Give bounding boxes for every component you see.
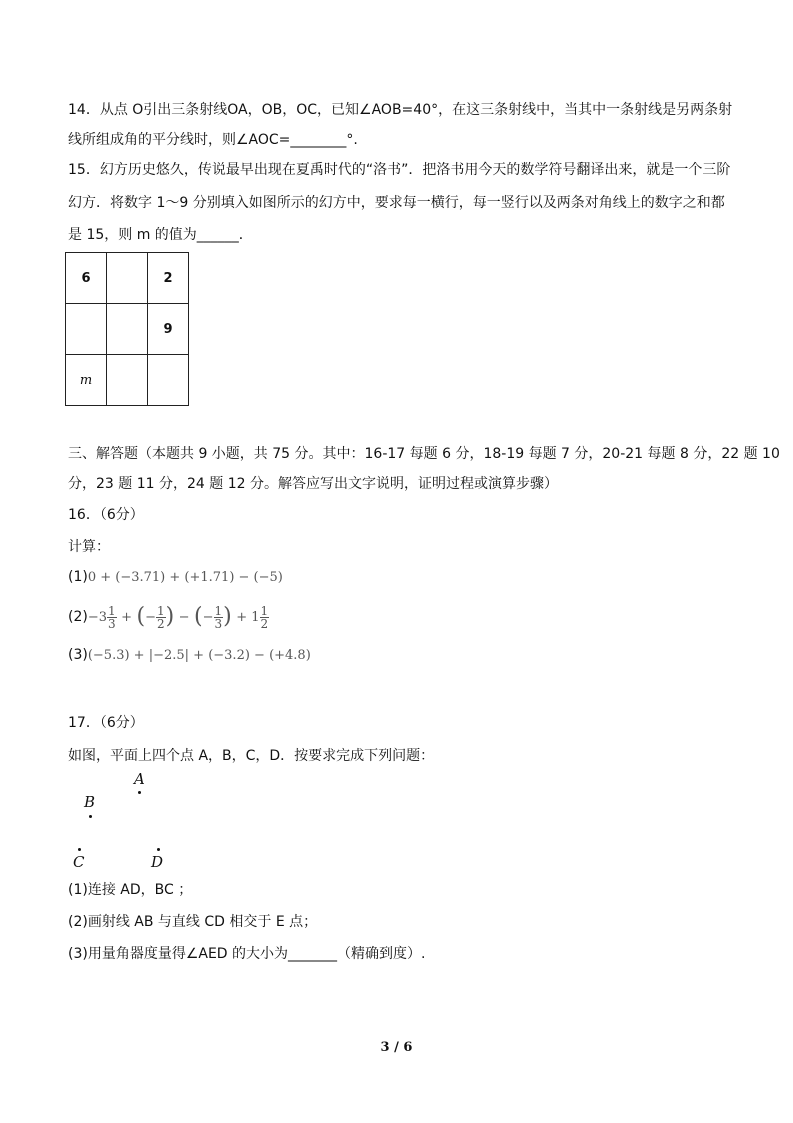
- point-a: [138, 791, 141, 794]
- point-label-c: C: [73, 853, 85, 871]
- denominator: 3: [108, 616, 116, 631]
- q17-part2: (2)画射线 AB 与直线 CD 相交于 E 点；: [68, 914, 318, 930]
- q17-part1: (1)连接 AD，BC ；: [68, 882, 193, 898]
- paren: ): [223, 604, 232, 629]
- point-d: [157, 848, 160, 851]
- q17-part3: (3)用量角器度量得∠AED 的大小为_______（精确到度）.: [68, 946, 426, 962]
- q15-line2: 幻方．将数字 1～9 分别填入如图所示的幻方中，要求每一横行，每一竖行以及两条对角线上的数字之和都: [68, 195, 725, 211]
- denominator: 2: [156, 616, 165, 631]
- section3-line2: 分，23 题 11 分，24 题 12 分。解答应写出文字说明，证明过程或演算步骤）: [68, 476, 558, 492]
- grid-cell: [107, 304, 148, 355]
- grid-cell: 6: [66, 253, 107, 304]
- section3-line1: 三、解答题（本题共 9 小题，共 75 分。其中：16-17 每题 6 分，18-19 每题 7 分，20-21 每题 8 分，22 题 10: [68, 446, 780, 462]
- q15-line3: 是 15，则 m 的值为______．: [68, 227, 253, 243]
- q17-header: 17．（6分）: [68, 715, 144, 731]
- numerator: 1: [156, 603, 165, 618]
- point-c: [78, 848, 81, 851]
- operator: +: [121, 610, 133, 625]
- point-b: [89, 815, 92, 818]
- expression: 0 + (−3.71) + (+1.71) − (−5): [87, 570, 283, 585]
- expression: (−5.3) + |−2.5| + (−3.2) − (+4.8): [87, 648, 311, 663]
- q16-intro: 计算：: [68, 539, 110, 555]
- point-label-a: A: [134, 770, 145, 788]
- q14-line2: 线所组成角的平分线时，则∠AOC=________°.: [68, 132, 358, 148]
- numerator: 1: [214, 603, 223, 618]
- q14-line1: 14．从点 O引出三条射线OA，OB，OC，已知∠AOB=40°，在这三条射线中，当其中一条射线是另两条射: [68, 102, 733, 118]
- grid-cell: 9: [148, 304, 189, 355]
- fraction: [214, 605, 224, 630]
- grid-cell: 2: [148, 253, 189, 304]
- fraction: [260, 605, 270, 630]
- q16-part3: [68, 645, 311, 666]
- grid-cell: m: [66, 355, 107, 406]
- grid-cell: [66, 304, 107, 355]
- fraction: [156, 605, 166, 630]
- operator: + 1: [236, 610, 260, 625]
- fraction: [107, 605, 117, 630]
- operator: −: [178, 610, 190, 625]
- paren: (: [136, 604, 146, 629]
- grid-cell: [148, 355, 189, 406]
- paren: (: [194, 604, 203, 629]
- numerator: 1: [108, 603, 116, 618]
- denominator: 2: [260, 616, 269, 631]
- point-label-d: D: [151, 853, 164, 871]
- page-number: 3 / 6: [380, 1040, 413, 1055]
- sign: −: [202, 610, 214, 625]
- magic-square-grid: [65, 252, 189, 406]
- part-label: (3): [68, 647, 88, 663]
- term: −3: [87, 610, 108, 625]
- q15-line1: 15．幻方历史悠久，传说最早出现在夏禹时代的“洛书”．把洛书用今天的数学符号翻译出来，就是一个三阶: [68, 162, 731, 178]
- part-label: (2): [68, 609, 88, 625]
- point-label-b: B: [84, 793, 96, 811]
- denominator: 3: [214, 616, 223, 631]
- paren: ): [165, 604, 175, 629]
- q16-part2: [68, 600, 269, 634]
- q16-header: 16．（6分）: [68, 507, 144, 523]
- part-label: (1): [68, 569, 88, 585]
- numerator: 1: [260, 603, 269, 618]
- grid-cell: [107, 355, 148, 406]
- grid-cell: [107, 253, 148, 304]
- sign: −: [145, 610, 156, 625]
- q16-part1: [68, 567, 283, 588]
- q17-intro: 如图，平面上四个点 A，B，C，D．按要求完成下列问题：: [68, 748, 435, 764]
